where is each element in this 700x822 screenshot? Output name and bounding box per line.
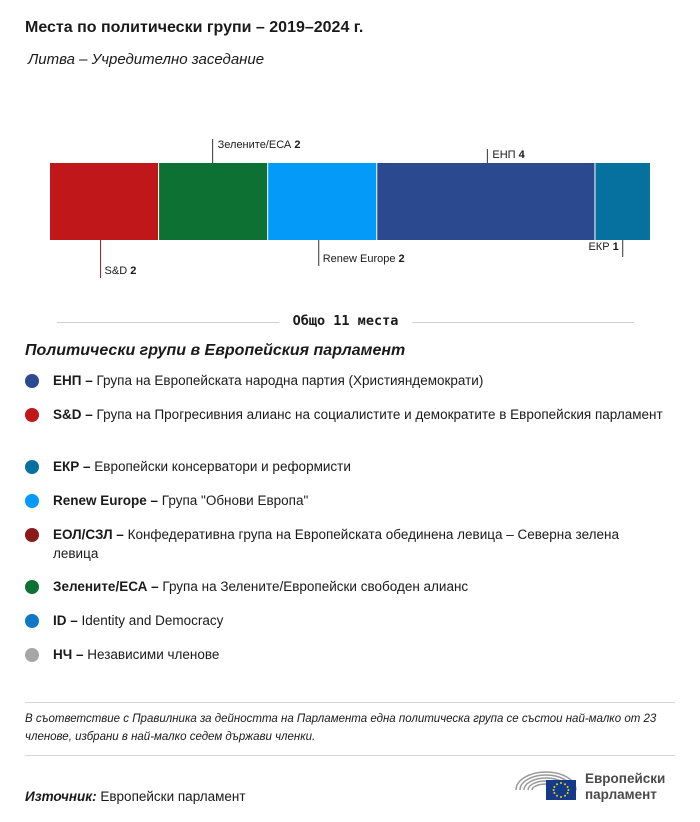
segment-label-renew-europe: Renew Europe 2 [322, 253, 405, 265]
european-parliament-logo [513, 766, 683, 802]
legend-item-renew [25, 491, 665, 510]
segment-label-s-d: S&D 2 [104, 265, 137, 277]
legend-abbr: S&D – [53, 407, 93, 422]
seat-bar-chart [0, 130, 700, 290]
logo-text [585, 771, 665, 803]
legend-abbr: Renew Europe – [53, 493, 159, 508]
legend-item-epp [25, 371, 665, 390]
segment-label-зелените-еса: Зелените/ЕСА 2 [217, 139, 301, 151]
legend-dot [25, 614, 39, 628]
legend-desc: Европейски консерватори и реформисти [94, 459, 351, 474]
source-value: Европейски парламент [100, 789, 246, 804]
note-divider-bottom [25, 755, 675, 756]
chart-subtitle: Литва – Учредително заседание [28, 51, 265, 68]
legend-title: Политически групи в Европейския парламент [25, 342, 406, 359]
legend-desc: Конфедеративна група на Европейската обединена левица – Северна зелена левица [53, 527, 619, 561]
legend-desc: Група на Зелените/Европейски свободен алианс [162, 579, 469, 594]
legend-dot [25, 374, 39, 388]
total-seats-label: Общо 11 места [279, 313, 413, 329]
legend-desc: Identity and Democracy [81, 613, 224, 628]
source-line [25, 789, 246, 804]
legend-item-ecr [25, 457, 665, 476]
bar-segment-екр [595, 163, 650, 240]
note-divider-top [25, 702, 675, 703]
logo-line2: парламент [585, 787, 657, 802]
legend-desc: Група на Прогресивния алианс на социалистите и демократите в Европейския парламент [96, 407, 663, 422]
logo-line1: Европейски [585, 771, 666, 786]
bar-segment-енп [377, 163, 594, 240]
source-label: Източник: [25, 789, 97, 804]
legend-abbr: НЧ – [53, 647, 84, 662]
legend-dot [25, 408, 39, 422]
bar-segment-renew-europe [268, 163, 376, 240]
legend-item-left [25, 525, 665, 563]
bar-segment-s-d [50, 163, 158, 240]
legend-dot [25, 580, 39, 594]
legend-dot [25, 460, 39, 474]
legend-abbr: Зелените/ЕСА – [53, 579, 159, 594]
legend-abbr: ЕОЛ/СЗЛ – [53, 527, 124, 542]
legend-abbr: ЕНП – [53, 373, 93, 388]
bar-segment-зелените-еса [159, 163, 267, 240]
legend-desc: Група "Обнови Европа" [161, 493, 309, 508]
group-rule-note: В съответствие с Правилника за дейността на Парламента една политическа група се състои най-малко от 23 членове, избрани в най-малко седем държави членки. [25, 713, 657, 743]
parliament-emblem-icon [513, 766, 579, 802]
chart-title: Места по политически групи – 2019–2024 г. [25, 19, 364, 36]
segment-label-екр: ЕКР 1 [588, 241, 619, 253]
legend-item-ni [25, 645, 665, 664]
legend-abbr: ЕКР – [53, 459, 91, 474]
legend-dot [25, 494, 39, 508]
total-seats-row [57, 313, 634, 331]
legend-desc: Група на Европейската народна партия (Християндемократи) [96, 373, 484, 388]
legend-dot [25, 528, 39, 542]
legend-abbr: ID – [53, 613, 78, 628]
legend-item-greens [25, 577, 665, 596]
legend-dot [25, 648, 39, 662]
segment-label-енп: ЕНП 4 [492, 149, 525, 161]
legend-desc: Независими членове [87, 647, 220, 662]
legend-item-id [25, 611, 665, 630]
legend-item-sd [25, 405, 665, 424]
